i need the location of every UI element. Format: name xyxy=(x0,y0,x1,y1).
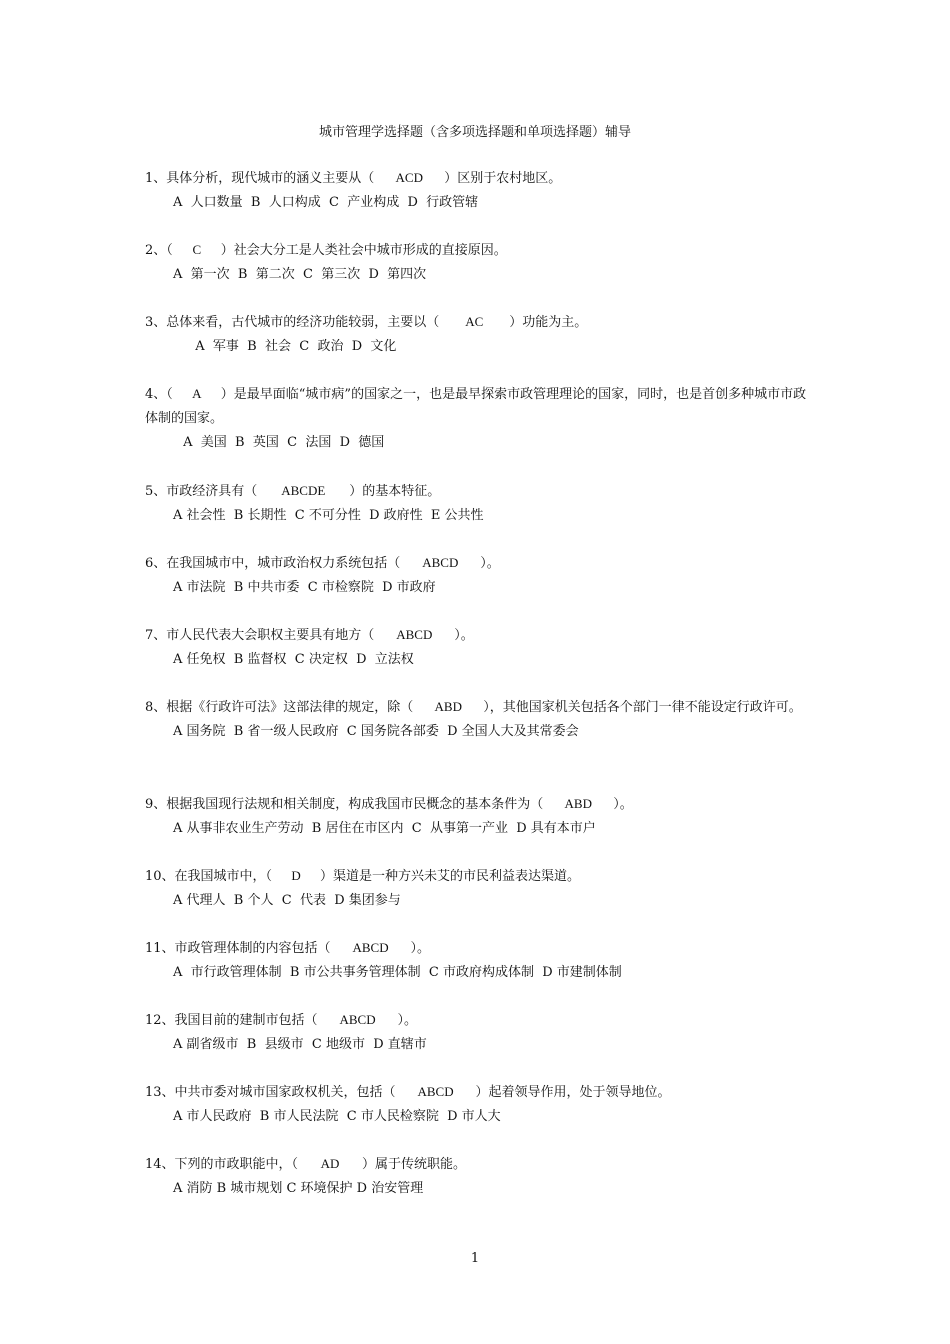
stem-prefix: 12、我国目前的建制市包括（ xyxy=(145,1013,318,1028)
question-stem xyxy=(145,1152,815,1177)
question-stem xyxy=(145,551,815,576)
answer: ACD xyxy=(395,170,423,185)
stem-prefix: 3、总体来看，古代城市的经济功能较弱，主要以（ xyxy=(145,315,440,330)
answer: ABCD xyxy=(417,1084,454,1099)
question-stem xyxy=(145,1008,815,1033)
question-7 xyxy=(145,623,815,672)
question-stem xyxy=(145,382,815,431)
question-13 xyxy=(145,1080,815,1129)
answer: AC xyxy=(465,314,484,329)
stem-prefix: 6、在我国城市中，城市政治权力系统包括（ xyxy=(145,556,401,571)
question-options: A 副省级市 B 县级市 C 地级市 D 直辖市 xyxy=(173,1037,427,1052)
stem-prefix: 2、（ xyxy=(145,243,173,258)
question-options: A 美国 B 英国 C 法国 D 德国 xyxy=(179,435,385,450)
question-stem xyxy=(145,238,815,263)
question-10 xyxy=(145,864,815,913)
stem-suffix: ）。 xyxy=(613,797,633,812)
stem-suffix: ），其他国家机关包括各个部门一律不能设定行政许可。 xyxy=(483,700,802,715)
stem-prefix: 7、市人民代表大会职权主要具有地方（ xyxy=(145,628,375,643)
question-stem xyxy=(145,310,815,335)
question-4 xyxy=(145,382,815,455)
answer: C xyxy=(192,242,202,257)
stem-prefix: 1、具体分析，现代城市的涵义主要从（ xyxy=(145,171,375,186)
stem-suffix: ）。 xyxy=(480,556,500,571)
question-options: A 第一次 B 第二次 C 第三次 D 第四次 xyxy=(173,267,427,282)
question-options: A 从事非农业生产劳动 B 居住在市区内 C 从事第一产业 D 具有本市户 xyxy=(173,821,596,836)
question-options: A 人口数量 B 人口构成 C 产业构成 D 行政管辖 xyxy=(173,195,479,210)
stem-suffix: ）。 xyxy=(410,941,431,956)
answer: A xyxy=(192,386,202,401)
question-1 xyxy=(145,166,815,215)
question-3 xyxy=(145,310,815,359)
question-2 xyxy=(145,238,815,287)
stem-suffix: ）属于传统职能。 xyxy=(362,1157,467,1172)
question-8 xyxy=(145,695,815,744)
question-stem xyxy=(145,864,815,889)
stem-suffix: ）。 xyxy=(454,628,474,643)
answer: AD xyxy=(320,1156,340,1171)
stem-prefix: 10、在我国城市中，（ xyxy=(145,869,273,884)
question-stem xyxy=(145,1080,815,1105)
document-title: 城市管理学选择题（含多项选择题和单项选择题）辅导 xyxy=(318,125,631,140)
question-14 xyxy=(145,1152,815,1201)
answer: ABD xyxy=(434,699,462,714)
question-options: A 市人民政府 B 市人民法院 C 市人民检察院 D 市人大 xyxy=(173,1109,501,1124)
question-5 xyxy=(145,479,815,528)
answer: ABCD xyxy=(396,627,433,642)
stem-suffix: ）是最早面临“城市病”的国家之一，也是最早探索市政管理理论的国家，同时，也是首创多种城市市政体制的国家。 xyxy=(145,387,807,426)
question-options: A 消防 B 城市规划 C 环境保护 D 治安管理 xyxy=(173,1181,424,1196)
question-stem xyxy=(145,936,815,961)
question-options: A 国务院 B 省一级人民政府 C 国务院各部委 D 全国人大及其常委会 xyxy=(173,724,579,739)
question-options: A 军事 B 社会 C 政治 D 文化 xyxy=(187,339,397,354)
answer: ABCD xyxy=(339,1012,376,1027)
answer: ABD xyxy=(564,796,592,811)
question-11 xyxy=(145,936,815,985)
question-stem xyxy=(145,623,815,648)
stem-prefix: 5、市政经济具有（ xyxy=(145,484,258,499)
question-options: A 代理人 B 个人 C 代表 D 集团参与 xyxy=(173,893,401,908)
stem-prefix: 9、根据我国现行法规和相关制度，构成我国市民概念的基本条件为（ xyxy=(145,797,544,812)
stem-suffix: ）的基本特征。 xyxy=(349,484,441,499)
page-number: 1 xyxy=(470,1251,480,1266)
question-stem xyxy=(145,479,815,504)
stem-suffix: ）社会大分工是人类社会中城市形成的直接原因。 xyxy=(220,243,507,258)
question-options: A 市行政管理体制 B 市公共事务管理体制 C 市政府构成体制 D 市建制体制 xyxy=(173,965,622,980)
question-6 xyxy=(145,551,815,600)
question-options: A 市法院 B 中共市委 C 市检察院 D 市政府 xyxy=(173,580,436,595)
stem-prefix: 11、市政管理体制的内容包括（ xyxy=(145,941,331,956)
answer: ABCD xyxy=(422,555,459,570)
answer: ABCD xyxy=(352,940,389,955)
question-options: A 任免权 B 监督权 C 决定权 D 立法权 xyxy=(173,652,414,667)
question-stem xyxy=(145,792,815,817)
stem-prefix: 13、中共市委对城市国家政权机关，包括（ xyxy=(145,1085,396,1100)
stem-suffix: ）功能为主。 xyxy=(509,315,588,330)
stem-suffix: ）起着领导作用，处于领导地位。 xyxy=(475,1085,671,1100)
stem-prefix: 8、根据《行政许可法》这部法律的规定，除（ xyxy=(145,700,414,715)
stem-suffix: ）。 xyxy=(397,1013,418,1028)
question-stem xyxy=(145,695,815,720)
question-stem xyxy=(145,166,815,191)
answer: ABCDE xyxy=(281,483,326,498)
stem-suffix: ）渠道是一种方兴未艾的市民利益表达渠道。 xyxy=(320,869,581,884)
answer: D xyxy=(291,868,301,883)
question-12 xyxy=(145,1008,815,1057)
stem-prefix: 4、（ xyxy=(145,387,173,402)
question-options: A 社会性 B 长期性 C 不可分性 D 政府性 E 公共性 xyxy=(173,508,484,523)
stem-suffix: ）区别于农村地区。 xyxy=(444,171,562,186)
stem-prefix: 14、下列的市政职能中，（ xyxy=(145,1157,299,1172)
question-9 xyxy=(145,792,815,841)
